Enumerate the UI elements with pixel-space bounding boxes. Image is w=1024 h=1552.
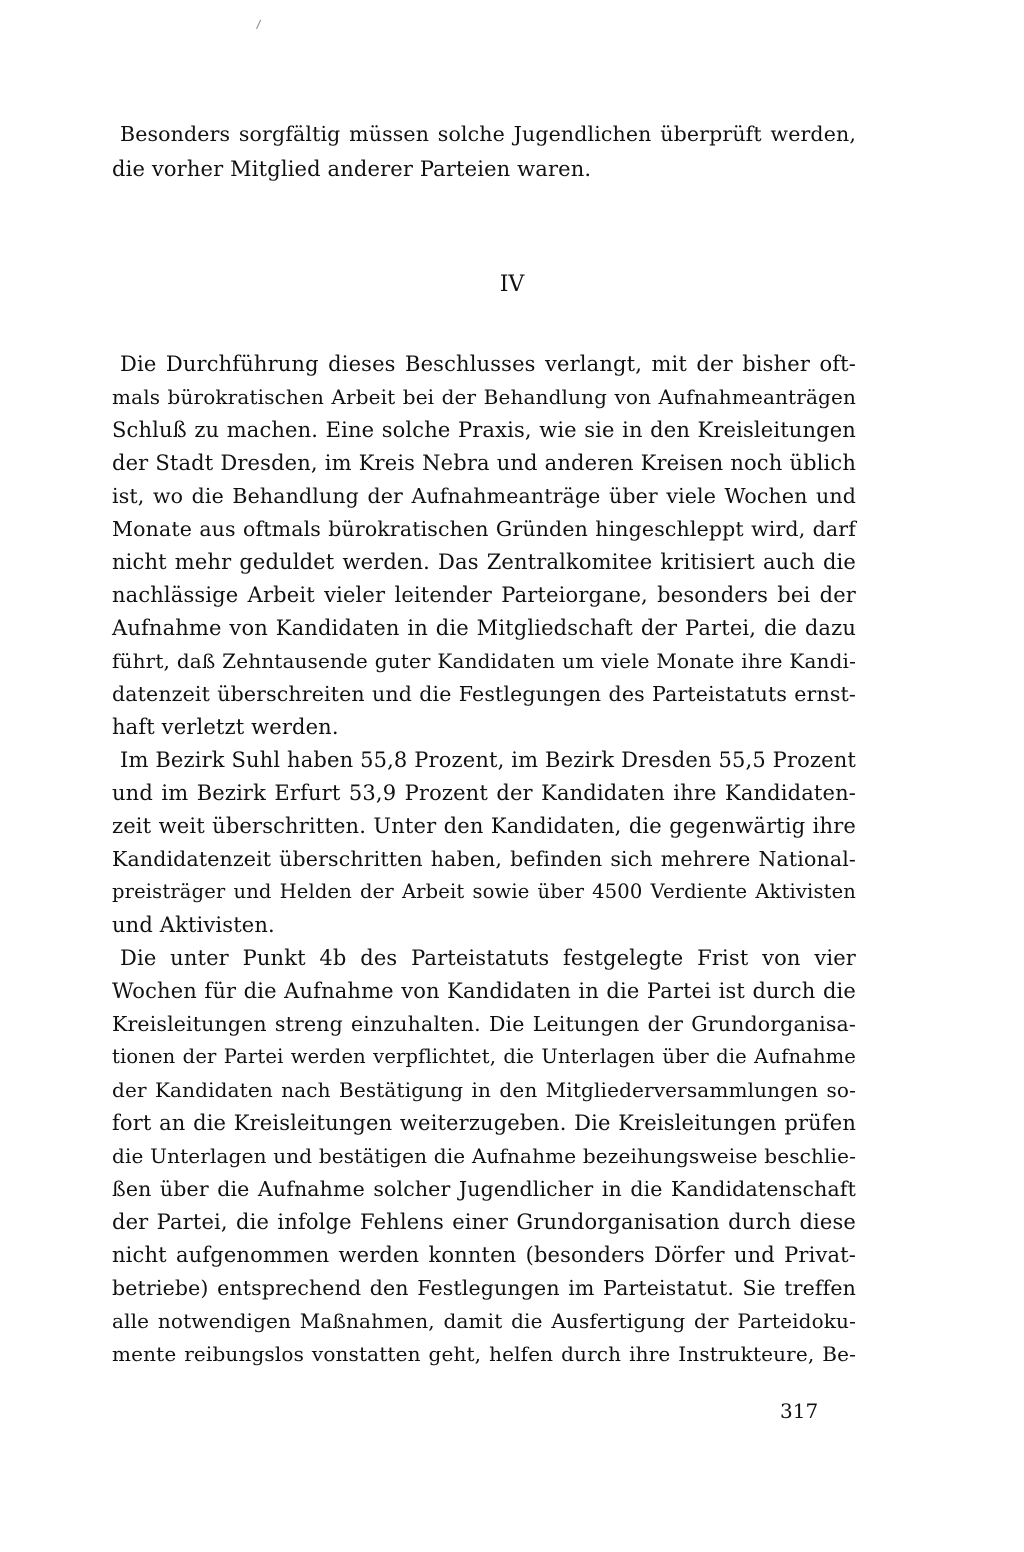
para2-line-3: zeit weit überschritten. Unter den Kandidaten, die gegenwärtig ihre	[112, 814, 856, 838]
para2-line-2: und im Bezirk Erfurt 53,9 Prozent der Kandidaten ihre Kandidaten-	[112, 781, 856, 805]
para2-line-1: Im Bezirk Suhl haben 55,8 Prozent, im Bezirk Dresden 55,5 Prozent	[120, 748, 856, 772]
para2-line-4: Kandidatenzeit überschritten haben, befinden sich mehrere National-	[112, 847, 856, 871]
para1-line-2: mals bürokratischen Arbeit bei der Behandlung von Aufnahmeanträgen	[112, 385, 856, 409]
para1-line-12: haft verletzt werden.	[112, 715, 339, 739]
intro-line-2: die vorher Mitglied anderer Parteien waren.	[112, 157, 592, 181]
para3-line-6: fort an die Kreisleitungen weiterzugeben. Die Kreisleitungen prüfen	[112, 1111, 856, 1135]
para3-line-10: nicht aufgenommen werden konnten (besonders Dörfer und Privat-	[112, 1243, 856, 1267]
para1-line-4: der Stadt Dresden, im Kreis Nebra und anderen Kreisen noch üblich	[112, 451, 856, 475]
para1-line-7: nicht mehr geduldet werden. Das Zentralkomitee kritisiert auch die	[112, 550, 856, 574]
para1-line-8: nachlässige Arbeit vieler leitender Parteiorgane, besonders bei der	[112, 583, 856, 607]
para3-line-13: mente reibungslos vonstatten geht, helfen durch ihre Instrukteure, Be-	[112, 1342, 856, 1366]
para1-line-10: führt, daß Zehntausende guter Kandidaten um viele Monate ihre Kandi-	[112, 649, 856, 673]
page-number: 317	[780, 1399, 819, 1423]
para3-line-2: Wochen für die Aufnahme von Kandidaten in die Partei ist durch die	[112, 979, 856, 1003]
para3-line-3: Kreisleitungen streng einzuhalten. Die Leitungen der Grundorganisa-	[112, 1012, 856, 1036]
intro-line-1: Besonders sorgfältig müssen solche Jugendlichen überprüft werden,	[120, 122, 856, 146]
scan-speck	[256, 20, 264, 31]
section-heading: IV	[499, 272, 525, 297]
para3-line-1: Die unter Punkt 4b des Parteistatuts festgelegte Frist von vier	[120, 946, 856, 970]
para3-line-5: der Kandidaten nach Bestätigung in den Mitgliederversammlungen so-	[112, 1078, 856, 1102]
para1-line-6: Monate aus oftmals bürokratischen Gründen hingeschleppt wird, darf	[112, 517, 856, 541]
para1-line-5: ist, wo die Behandlung der Aufnahmeanträge über viele Wochen und	[112, 484, 856, 508]
para3-line-8: ßen über die Aufnahme solcher Jugendlicher in die Kandidatenschaft	[112, 1177, 856, 1201]
para3-line-12: alle notwendigen Maßnahmen, damit die Ausfertigung der Parteidoku-	[112, 1309, 856, 1333]
para3-line-7: die Unterlagen und bestätigen die Aufnahme bezeihungsweise beschlie-	[112, 1144, 856, 1168]
para2-line-6: und Aktivisten.	[112, 913, 275, 937]
para1-line-9: Aufnahme von Kandidaten in die Mitgliedschaft der Partei, die dazu	[112, 616, 856, 640]
para3-line-11: betriebe) entsprechend den Festlegungen im Parteistatut. Sie treffen	[112, 1276, 856, 1300]
para1-line-1: Die Durchführung dieses Beschlusses verlangt, mit der bisher oft-	[120, 352, 856, 376]
para2-line-5: preisträger und Helden der Arbeit sowie über 4500 Verdiente Aktivisten	[112, 880, 856, 903]
para3-line-4: tionen der Partei werden verpflichtet, die Unterlagen über die Aufnahme	[112, 1045, 856, 1068]
para1-line-11: datenzeit überschreiten und die Festlegungen des Parteistatuts ernst-	[112, 682, 856, 706]
para1-line-3: Schluß zu machen. Eine solche Praxis, wie sie in den Kreisleitungen	[112, 418, 856, 442]
para3-line-9: der Partei, die infolge Fehlens einer Grundorganisation durch diese	[112, 1210, 856, 1234]
